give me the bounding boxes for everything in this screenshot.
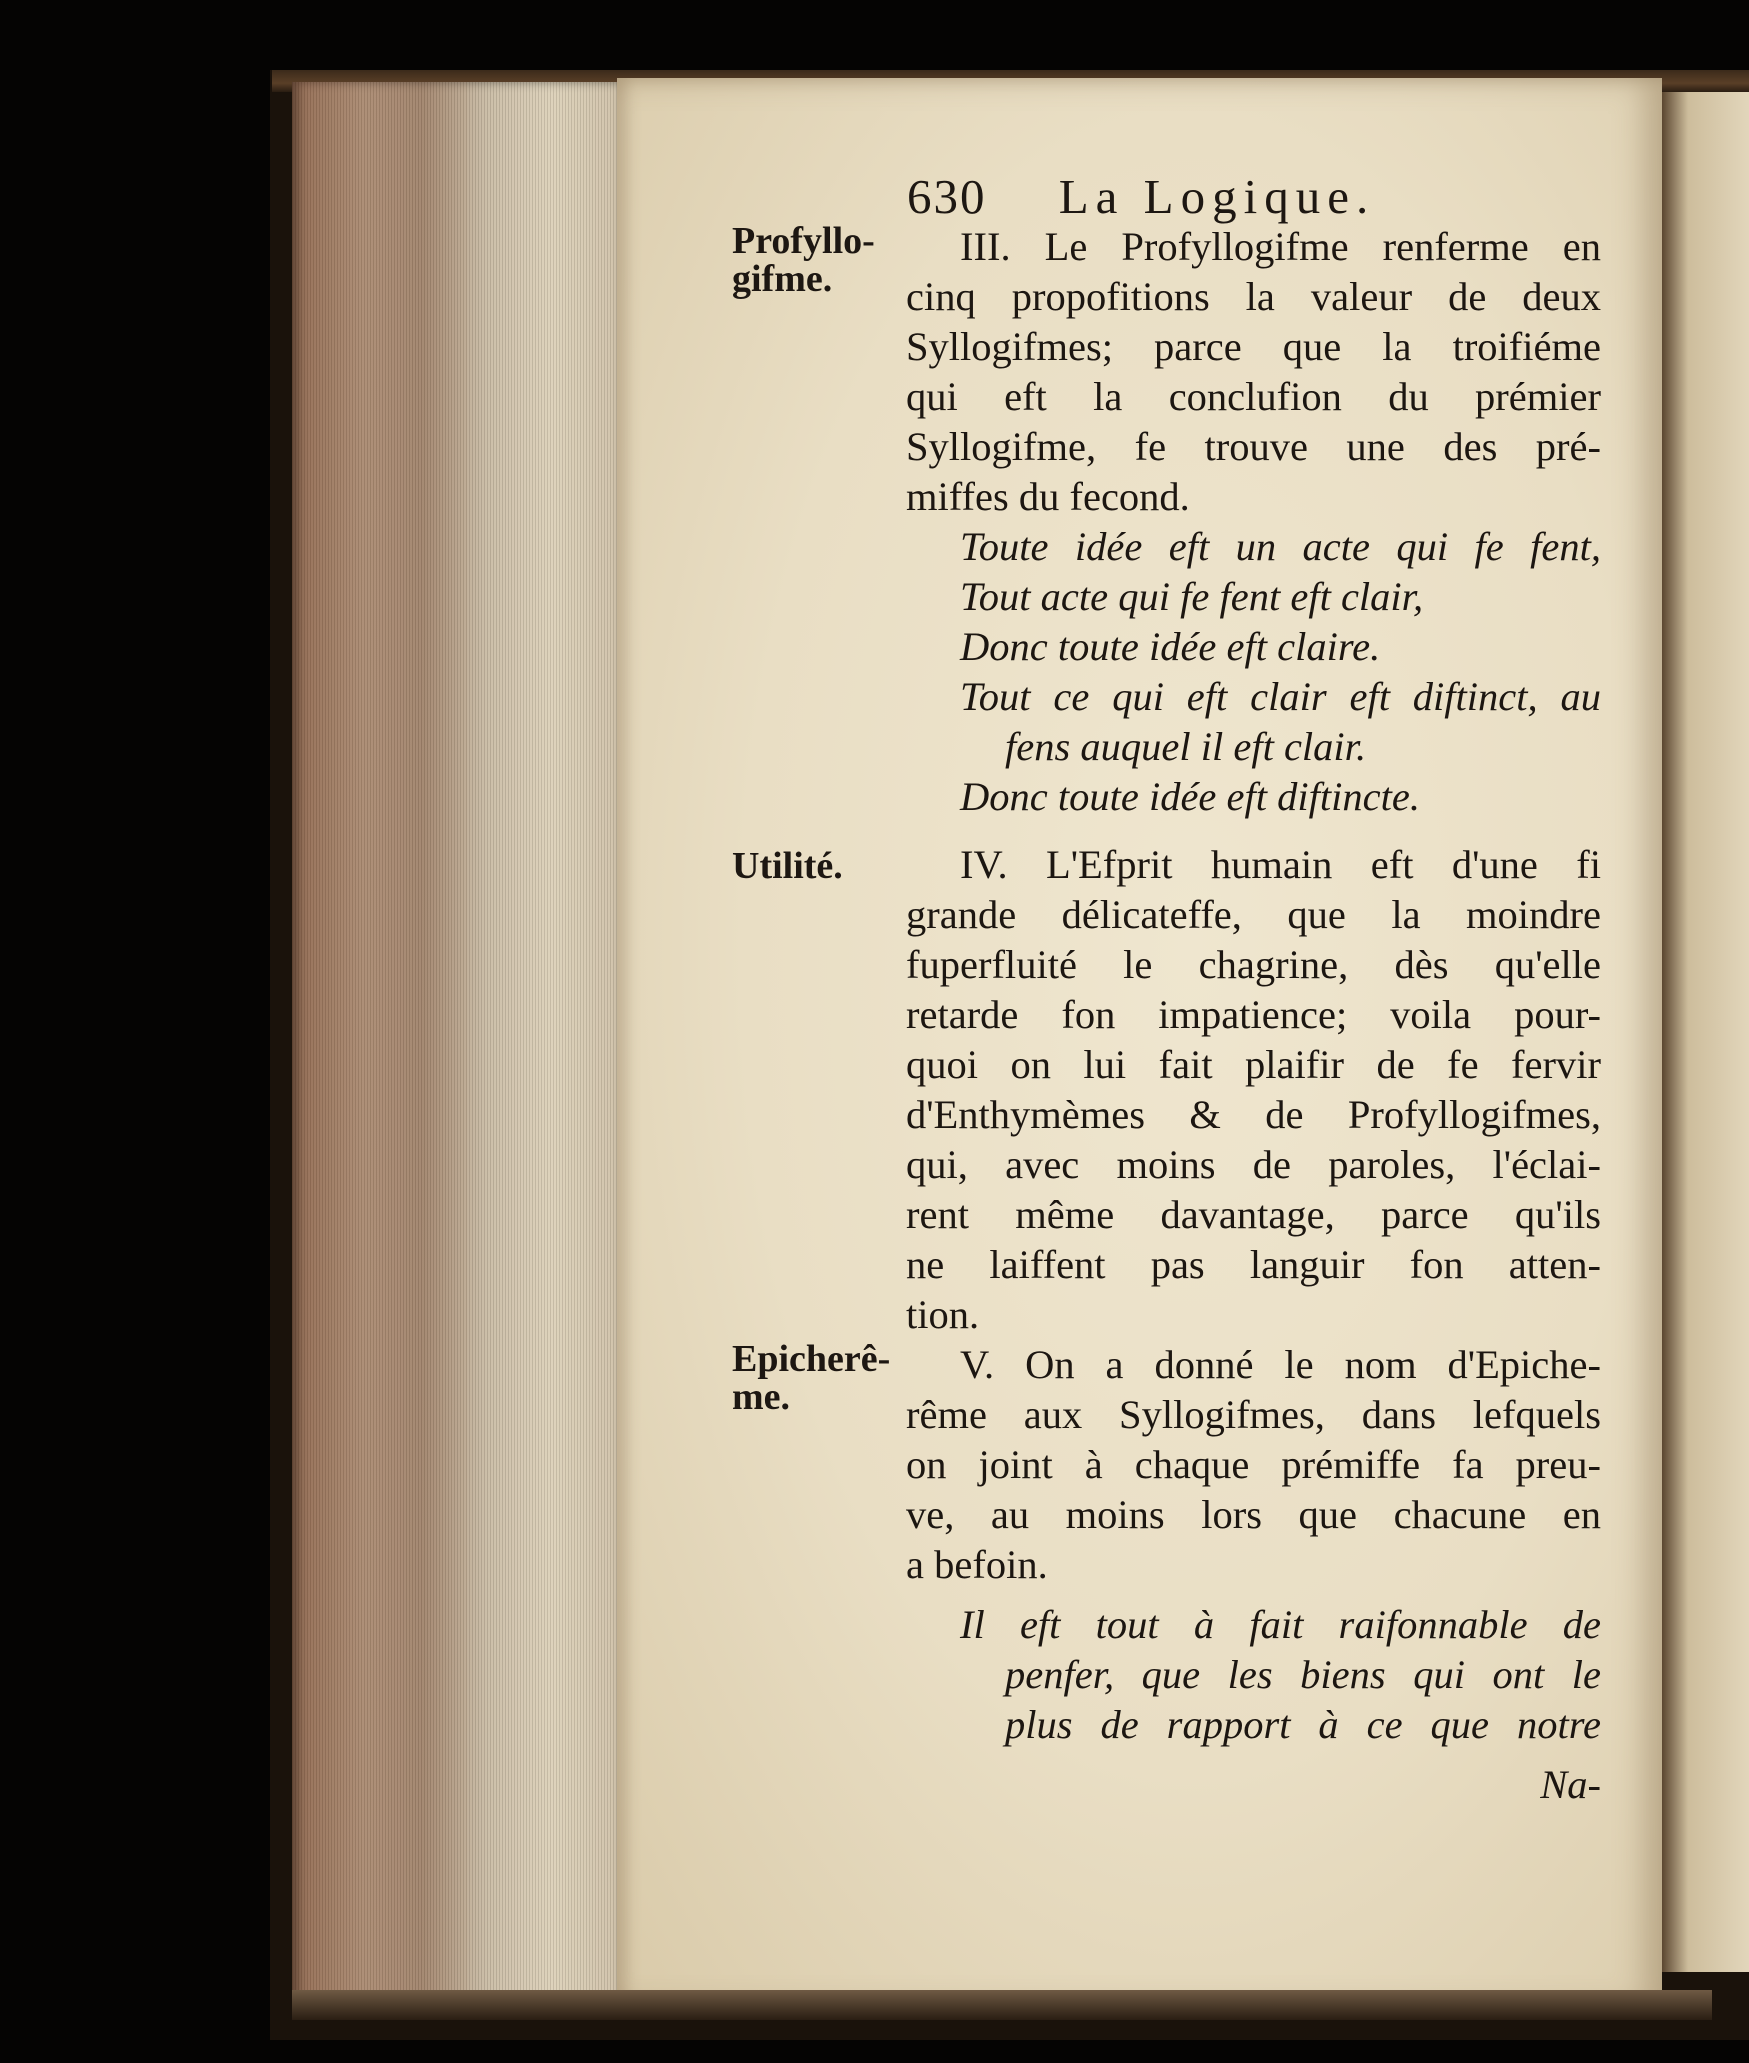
margin-note-epichereme bbox=[732, 1340, 892, 1416]
text-line: V. On a donné le nom d'Epiche- bbox=[960, 1342, 1601, 1387]
example-line: Tout ce qui eft clair eft diftinct, au bbox=[960, 674, 1601, 719]
text-line: on joint à chaque prémiffe fa preu- bbox=[906, 1442, 1601, 1487]
text-line: Syllogifme, fe trouve une des pré- bbox=[906, 424, 1601, 469]
text-line: retarde fon impatience; voila pour- bbox=[906, 992, 1601, 1037]
margin-note-line: gifme. bbox=[732, 258, 833, 300]
page-block-edge bbox=[292, 82, 617, 2006]
text-line: qui, avec moins de paroles, l'éclai- bbox=[906, 1142, 1601, 1187]
facing-page-edge bbox=[1662, 92, 1749, 1972]
edge-tint bbox=[292, 82, 467, 2006]
text-line: IV. L'Efprit humain eft d'une fi bbox=[960, 842, 1601, 887]
running-head bbox=[907, 168, 1375, 225]
margin-note-line: me. bbox=[732, 1376, 791, 1418]
margin-note-line: Profyllo- bbox=[732, 220, 875, 262]
text-line: miffes du fecond. bbox=[906, 474, 1190, 519]
text-line: quoi on lui fait plaifir de fe fervir bbox=[906, 1042, 1601, 1087]
text-line: grande délicateffe, que la moindre bbox=[906, 892, 1601, 937]
text-line: ve, au moins lors que chacune en bbox=[906, 1492, 1601, 1537]
example-line: Tout acte qui fe fent eft clair, bbox=[960, 574, 1424, 619]
bottom-edge bbox=[292, 1990, 1712, 2020]
text-line: tion. bbox=[906, 1292, 980, 1337]
text-line: ne laiffent pas languir fon atten- bbox=[906, 1242, 1601, 1287]
margin-note-prosyllogisme bbox=[732, 222, 892, 298]
example-line: Toute idée eft un acte qui fe fent, bbox=[960, 524, 1601, 569]
text-line: qui eft la conclufion du prémier bbox=[906, 374, 1601, 419]
text-line: a befoin. bbox=[906, 1542, 1048, 1587]
page-number: 630 bbox=[907, 169, 987, 224]
margin-note-line: Utilité. bbox=[732, 845, 843, 887]
text-line: fuperfluité le chagrine, dès qu'elle bbox=[906, 942, 1601, 987]
margin-note-utilite bbox=[732, 847, 892, 885]
example-line: Il eft tout à fait raifonnable de bbox=[960, 1602, 1601, 1647]
example-line: penfer, que les biens qui ont le bbox=[1005, 1652, 1601, 1697]
example-line: Donc toute idée eft diftincte. bbox=[960, 774, 1420, 819]
margin-note-line: Epicherê- bbox=[732, 1338, 891, 1380]
text-line: rême aux Syllogifmes, dans lefquels bbox=[906, 1392, 1601, 1437]
example-line: plus de rapport à ce que notre bbox=[1005, 1702, 1601, 1747]
example-line: fens auquel il eft clair. bbox=[1005, 724, 1367, 769]
text-line: Syllogifmes; parce que la troifiéme bbox=[906, 324, 1601, 369]
text-line: rent même davantage, parce qu'ils bbox=[906, 1192, 1601, 1237]
running-title: La Logique. bbox=[1058, 169, 1376, 224]
text-line: cinq propofitions la valeur de deux bbox=[906, 274, 1601, 319]
text-line: III. Le Profyllogifme renferme en bbox=[960, 224, 1601, 269]
example-line: Donc toute idée eft claire. bbox=[960, 624, 1381, 669]
catchword: Na- bbox=[1540, 1762, 1601, 1807]
text-line: d'Enthymèmes & de Profyllogifmes, bbox=[906, 1092, 1601, 1137]
